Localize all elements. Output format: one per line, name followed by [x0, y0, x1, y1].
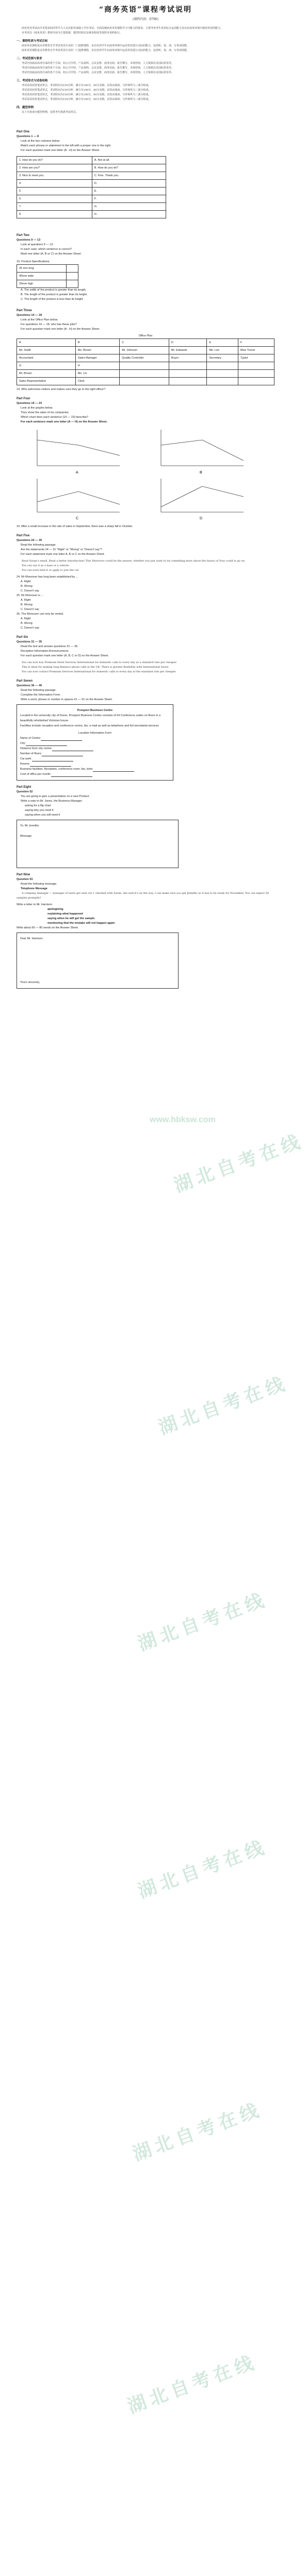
passage: You can use it as a base or a vehicle. [22, 564, 70, 567]
watermark: 湖北自考在线 [135, 1588, 271, 1655]
note-to: To: Mr Jennifer [20, 824, 39, 827]
intro-block [17, 26, 274, 36]
form-field-label: City: [20, 742, 26, 745]
matching-table [17, 156, 166, 218]
part-label: Part Seven [17, 680, 33, 683]
table-cell [169, 370, 207, 378]
instruction: Look at questions 9 — 13. [21, 243, 54, 246]
section-body: 考试内容涵盖商务往来的各个方面，如公司介绍、产品说明、会议安排、商务信函、报告撰写、市场营销、人力资源以及国际贸易等。 [22, 66, 174, 70]
table-cell: 4. [17, 180, 92, 188]
table-cell: H. [92, 211, 166, 218]
table-cell: F. [92, 195, 166, 203]
section-body: 考试采用闭卷笔试形式，考试时间为150分钟，满分为100分，60分及格。试卷由阅读、写作和听力三部分组成。 [22, 98, 151, 101]
table-cell: Clerk [75, 378, 119, 385]
table-cell [67, 265, 78, 273]
instruction: Read the following passage. [21, 689, 57, 692]
product-table [17, 264, 78, 288]
table-cell [67, 280, 78, 288]
location-fields [20, 736, 170, 777]
instruction: Match each phrase or statement in the left with a proper one in the right. [21, 144, 111, 147]
instruction: asking for a flip chart [25, 804, 51, 807]
instruction: Which chart does each sentence (19 — 23) describe? [21, 416, 89, 419]
questions-range: Questions 31 — 35 [17, 640, 42, 643]
option: C. Doesn’t say [21, 589, 39, 592]
table-cell: 40mm wide [17, 273, 67, 280]
office-plan-title: Office Plan [138, 334, 153, 337]
product-option: C. The length of the product is less than its height. [21, 298, 84, 301]
page-subtitle: (课程代码：0796) [133, 18, 158, 21]
table-row [17, 370, 274, 378]
part-seven [17, 680, 274, 781]
passage: You can now buy Premium Hotel Services International for domestic calls to every day as a standard rate per cheaper. [22, 661, 177, 664]
note-message: Message [20, 835, 32, 838]
watermark-url: www.hbksw.com [150, 1115, 216, 1124]
part-four [17, 397, 274, 529]
table-cell: 1. How do you do? [17, 157, 92, 164]
section-heading: 四、题型举例 [17, 106, 34, 109]
table-row [17, 280, 78, 288]
form-field-label: Business facilities: Reception, conference room, fax, telex [20, 768, 93, 771]
form-field-blank[interactable] [51, 773, 92, 777]
page-title: “商务英语”课程考试说明 [99, 6, 192, 14]
table-cell: F [238, 339, 274, 347]
questions-range: Questions 19 — 23 [17, 402, 42, 405]
part-label: Part One [17, 130, 30, 133]
table-cell: E. [92, 188, 166, 195]
form-field-blank[interactable] [41, 737, 82, 741]
instruction: For each question mark one letter (A - H) on the Answer Sheet. [21, 149, 100, 152]
table-cell [120, 378, 169, 385]
part-label: Part Two [17, 234, 29, 237]
letter-point: apologizing [47, 908, 63, 911]
instruction: For questions 14 — 18, who has these jobs? [21, 323, 77, 326]
questions-range: Questions 24 — 30 [17, 539, 42, 542]
questions-range: Question 53 [17, 878, 33, 881]
part-six [17, 636, 274, 674]
table-cell: G [17, 362, 76, 370]
form-field-blank[interactable] [42, 752, 83, 756]
write-letter-instruction: Write a letter to Mr. Harrison: [17, 903, 53, 906]
form-text: Located in the university city of Durso, Prospect Business Centre consists of 64 Conference suites on floors in a beautifully refurbished Victorian house. [20, 714, 161, 722]
phone-message: A company manager — manager of users got sent out 1 checked with Sarah, she said it's on the way. I can make sure you get Jennifer as it has to be ready for November. You can expect 50 samples promptly? [17, 892, 269, 900]
table-row [17, 188, 166, 195]
form-field [20, 741, 170, 746]
part-three [17, 309, 274, 392]
table-row [17, 157, 166, 164]
instruction: Look at the Office Plan below. [21, 318, 58, 321]
table-cell: Mr. Smith [17, 347, 76, 354]
question-25: 25. Mr Moreover is ... [17, 594, 43, 597]
table-cell: Quality Controller [120, 354, 169, 362]
passage: This is ideal for making long-distance phone calls in the UK. There is greater flexibility with International Saver. [22, 666, 169, 669]
part-two [17, 234, 274, 302]
option: A. Right [21, 617, 31, 620]
graph-label: D [200, 517, 203, 520]
questions-range: Questions 14 — 18 [17, 314, 42, 317]
table-row [17, 347, 274, 354]
option: C. Doesn’t say [21, 626, 39, 630]
table-cell: B. How do you do? [92, 164, 166, 172]
letter-point: explaining what happened [47, 912, 83, 916]
graph-a [37, 430, 120, 474]
graph-label: C [76, 517, 79, 520]
product-option: B. The length of the product is greater than its height. [21, 293, 88, 296]
instruction: In each case, which sentence is correct? [21, 248, 72, 251]
form-field [20, 761, 170, 767]
letter-salutation: Dear Mr. Harrison: [20, 937, 43, 940]
letter-closing: Yours sincerely, [20, 981, 40, 984]
table-cell [169, 378, 207, 385]
instruction: Are the statements 24 — 31 “Right” or “Wrong” or “Doesn’t say”? [21, 548, 102, 551]
table-cell: 20mm high [17, 280, 67, 288]
table-row [17, 203, 166, 211]
table-row [17, 378, 274, 385]
section-2 [17, 56, 274, 75]
table-cell [207, 370, 238, 378]
table-cell [238, 370, 274, 378]
table-cell [207, 362, 238, 370]
graphs [17, 425, 274, 522]
form-field-label: Name of Centre: [20, 737, 41, 740]
graph-c [37, 479, 120, 520]
section-body: 考试内容涵盖商务往来的各个方面，如公司介绍、产品说明、会议安排、商务信函、报告撰写、市场营销、人力资源以及国际贸易等。 [22, 62, 174, 65]
table-cell: Ms. Lee [207, 347, 238, 354]
instruction: saying when you will need it [25, 814, 60, 817]
table-cell: 2. How are you? [17, 164, 92, 172]
letter-box [17, 933, 179, 989]
question-19: 19. After a small increase in the rate of sales in September, there was a sharp fall in October. [17, 525, 133, 528]
instruction: For each question mark one letter (A, B, C or D) on the Answer Sheet. [21, 654, 109, 657]
table-cell: G. [92, 203, 166, 211]
part-eight [17, 786, 274, 868]
part-label: Part Nine [17, 873, 30, 876]
table-cell: 7. [17, 203, 92, 211]
section-body: 考试采用闭卷笔试形式，考试时间为150分钟，满分为100分，60分及格。试卷由阅读、写作和听力三部分组成。 [22, 84, 151, 87]
form-field-blank[interactable] [93, 768, 134, 772]
part-label: Part Five [17, 534, 30, 537]
passage: You can now contact Premium Services International for domestic calls to every day at the standard rate per cheaper. [22, 670, 176, 673]
instruction: Read the following passage. [21, 544, 57, 547]
table-cell: A. Not at all. [92, 157, 166, 164]
section-body: 商务英语课程是高等教育自学考试英语专业的一门选修课程，旨在培养学生在商务环境中运用英语进行交际的能力，包括听、说、读、写各项技能。 [22, 49, 190, 52]
business-centre-box [17, 704, 173, 781]
instruction: Read the text and answer questions 31 — 35. [21, 645, 78, 648]
part-one [17, 130, 274, 218]
instruction: Reception Information Announcement. [21, 650, 69, 653]
form-field-blank[interactable] [52, 747, 93, 751]
questions-range: Question 52 [17, 790, 33, 793]
instruction: Mark one letter (A, B or C) on the Answer Sheet. [21, 252, 82, 256]
option: A. Right [21, 599, 31, 602]
question-24: 24. Mr Moreover has long been established by ... [17, 575, 78, 579]
option: B. Wrong [21, 585, 33, 588]
questions-range: Questions 1 — 8 [17, 135, 39, 138]
table-cell [238, 378, 274, 385]
table-cell [120, 362, 169, 370]
graph-d [161, 479, 244, 520]
section-body: 考试采用闭卷笔试形式，考试时间为150分钟，满分为100分，60分及格。试卷由阅读、写作和听力三部分组成。 [22, 89, 151, 92]
table-cell: 3. Nice to meet you. [17, 172, 92, 180]
part-label: Part Four [17, 397, 30, 400]
section-heading: 二、考试范围与要求 [17, 57, 42, 60]
form-field [20, 751, 170, 756]
intro-paragraph: 商务英语考试由学术要求的同等学力人员在职攻读硕士学位考试。全面反映商务英语课程学习与能力的要求，主要考查考生英语综合运用能力及其在商务环境中使用英语的能力。 [22, 27, 223, 30]
table-cell: Sales Representative [17, 378, 76, 385]
graph-b [161, 430, 244, 474]
form-field-label: Car park: [20, 757, 32, 760]
intro-paragraph: 本考试以《商务英语》教材内容为主要依据，题型结构以及难易程度等按照本说明执行。 [22, 31, 123, 35]
section-body: 考试采用闭卷笔试形式，考试时间为150分钟，满分为100分，60分及格。试卷由阅读、写作和听力三部分组成。 [22, 93, 151, 96]
table-cell [120, 370, 169, 378]
table-row [17, 354, 274, 362]
product-option: A. The width of the product is greater than its length. [21, 289, 87, 292]
table-row [17, 265, 78, 273]
office-plan-table [17, 338, 274, 385]
instruction: Look at the graphs below. [21, 406, 53, 410]
form-field-label: Cost of office per month: [20, 773, 51, 776]
graph-label: A [76, 471, 78, 474]
table-cell: 25 mm long [17, 265, 67, 273]
instruction: Read the following message. [21, 883, 57, 886]
table-cell: D. [92, 180, 166, 188]
watermark: 湖北自考在线 [130, 2098, 266, 2165]
part-label: Part Three [17, 309, 32, 312]
table-row [17, 180, 166, 188]
part-nine [17, 873, 274, 989]
location-form-title: Location Information Form [78, 732, 112, 735]
graph-label: B [200, 471, 202, 474]
table-row [17, 273, 78, 280]
form-text: Facilities include reception and conference rooms, fax, e-mail as well as telephone and full secretarial services. [20, 724, 159, 727]
instruction: For each statement mark one letter A, B or C on the Answer Sheet. [21, 553, 105, 556]
section-heading: 三、考试形式与试卷结构 [17, 79, 48, 82]
form-field-label: Rooms: [20, 762, 30, 766]
option: B. Wrong [21, 603, 33, 606]
instruction: You are going to give a presentation on a new Product. [21, 795, 90, 798]
table-cell: Buyer [169, 354, 207, 362]
question-14: 14. Who welcomes visitors and makes sure they go to the right officer? [17, 388, 106, 391]
table-cell: H [75, 362, 119, 370]
part-five [17, 534, 274, 631]
table-cell: 6. [17, 195, 92, 203]
form-field-blank[interactable] [26, 742, 67, 746]
table-cell: Ms. Brown [75, 347, 119, 354]
instruction: For each question mark one letter (A - H) on the Answer Sheet. [21, 328, 100, 331]
form-field [20, 767, 170, 772]
table-cell: C [120, 339, 169, 347]
table-cell: Mr. Brown [17, 370, 76, 378]
question-26: 26. The Moreover can only be rented. [17, 613, 64, 616]
instruction: Telephone Message [21, 887, 47, 890]
passage: You can even hold it or apply to join the car. [22, 569, 79, 572]
option: C. Doesn’t say [21, 608, 39, 611]
watermark: 湖北自考在线 [135, 1836, 271, 1903]
form-field-blank[interactable] [30, 762, 71, 767]
section-4 [17, 105, 274, 115]
instruction: saying why you need it [25, 809, 54, 812]
form-field [20, 746, 170, 751]
section-body: 以下为各部分题型样例，仅供考生熟悉考试形式。 [22, 111, 79, 114]
option: A. Right [21, 580, 31, 583]
table-cell: B [75, 339, 119, 347]
table-row [17, 211, 166, 218]
section-body: 商务英语课程是高等教育自学考试英语专业的一门选修课程，旨在培养学生在商务环境中运用英语进行交际的能力，包括听、说、读、写各项技能。 [22, 44, 190, 47]
product-heading: 10. Product Specifications [17, 260, 50, 263]
instruction: Look at the two columns below. [21, 140, 60, 143]
table-cell: 8. [17, 211, 92, 218]
form-field-label: Distance from city centre: [20, 747, 53, 750]
section-3 [17, 78, 274, 102]
section-body: 考试内容涵盖商务往来的各个方面，如公司介绍、产品说明、会议安排、商务信函、报告撰写、市场营销、人力资源以及国际贸易等。 [22, 71, 174, 74]
part-label: Part Six [17, 636, 28, 639]
letter-point: saying when he will get the sample [47, 917, 95, 920]
form-field [20, 736, 170, 741]
table-cell: C. Fine. Thank you. [92, 172, 166, 180]
table-cell: Sales Manager [75, 354, 119, 362]
table-cell: Typist [238, 354, 274, 362]
instruction: Write a note to Mr. Jones, the Business Manager. [21, 800, 83, 803]
questions-range: Questions 36 — 40 [17, 684, 42, 687]
section-heading: 一、课程性质与考试目标 [17, 40, 48, 43]
instruction: Complete the Information Form. [21, 693, 61, 697]
table-cell: E [207, 339, 238, 347]
table-row [17, 362, 274, 370]
section-1 [17, 39, 274, 53]
table-cell: Mr. Johnson [120, 347, 169, 354]
table-cell: 5. [17, 188, 92, 195]
word-count-instruction: Write about 60 — 80 words on the Answer Sheet. [17, 926, 79, 929]
letter-point: mentioning that the mistake will not happen again [47, 922, 115, 925]
table-cell [207, 378, 238, 385]
table-cell: Ms. Lin [75, 370, 119, 378]
questions-range: Questions 9 — 13 [17, 239, 41, 242]
note-box [17, 820, 179, 868]
table-cell: Accountant [17, 354, 76, 362]
instruction: For each sentence mark one letter (A — H) on the Answer Sheet. [21, 420, 107, 423]
passage: Read Susan’s email. Read a better introduction! This Moreover could be the answer, whether you just want to try something more about the luxury of Your could to go on. [22, 560, 246, 563]
table-cell: Mr. Edwards [169, 347, 207, 354]
watermark: 湖北自考在线 [155, 1372, 292, 1439]
table-cell: D [169, 339, 207, 347]
table-cell [238, 362, 274, 370]
table-row [17, 164, 166, 172]
part-label: Part Eight [17, 786, 31, 789]
instruction: They show the sales of six companies. [21, 411, 70, 414]
form-field-blank[interactable] [32, 757, 73, 761]
form-title: Prospect Business Centre [77, 709, 113, 712]
table-row [17, 172, 166, 180]
table-cell [169, 362, 207, 370]
instruction: Write a word, phrase or number in spaces 41 — 51 on the Answer Sheet. [21, 698, 113, 701]
table-cell: A [17, 339, 76, 347]
table-row [17, 339, 274, 347]
watermark: 湖北自考在线 [171, 1130, 307, 1197]
watermark: 湖北自考在线 [124, 2351, 261, 2418]
table-row [17, 195, 166, 203]
form-field [20, 756, 170, 761]
option: B. Wrong [21, 622, 33, 625]
table-cell: Secretary [207, 354, 238, 362]
table-cell [67, 273, 78, 280]
form-field-label: Number of floors: [20, 752, 42, 755]
table-cell: Miss Turner [238, 347, 274, 354]
form-field [20, 772, 170, 777]
document-page [17, 0, 274, 989]
